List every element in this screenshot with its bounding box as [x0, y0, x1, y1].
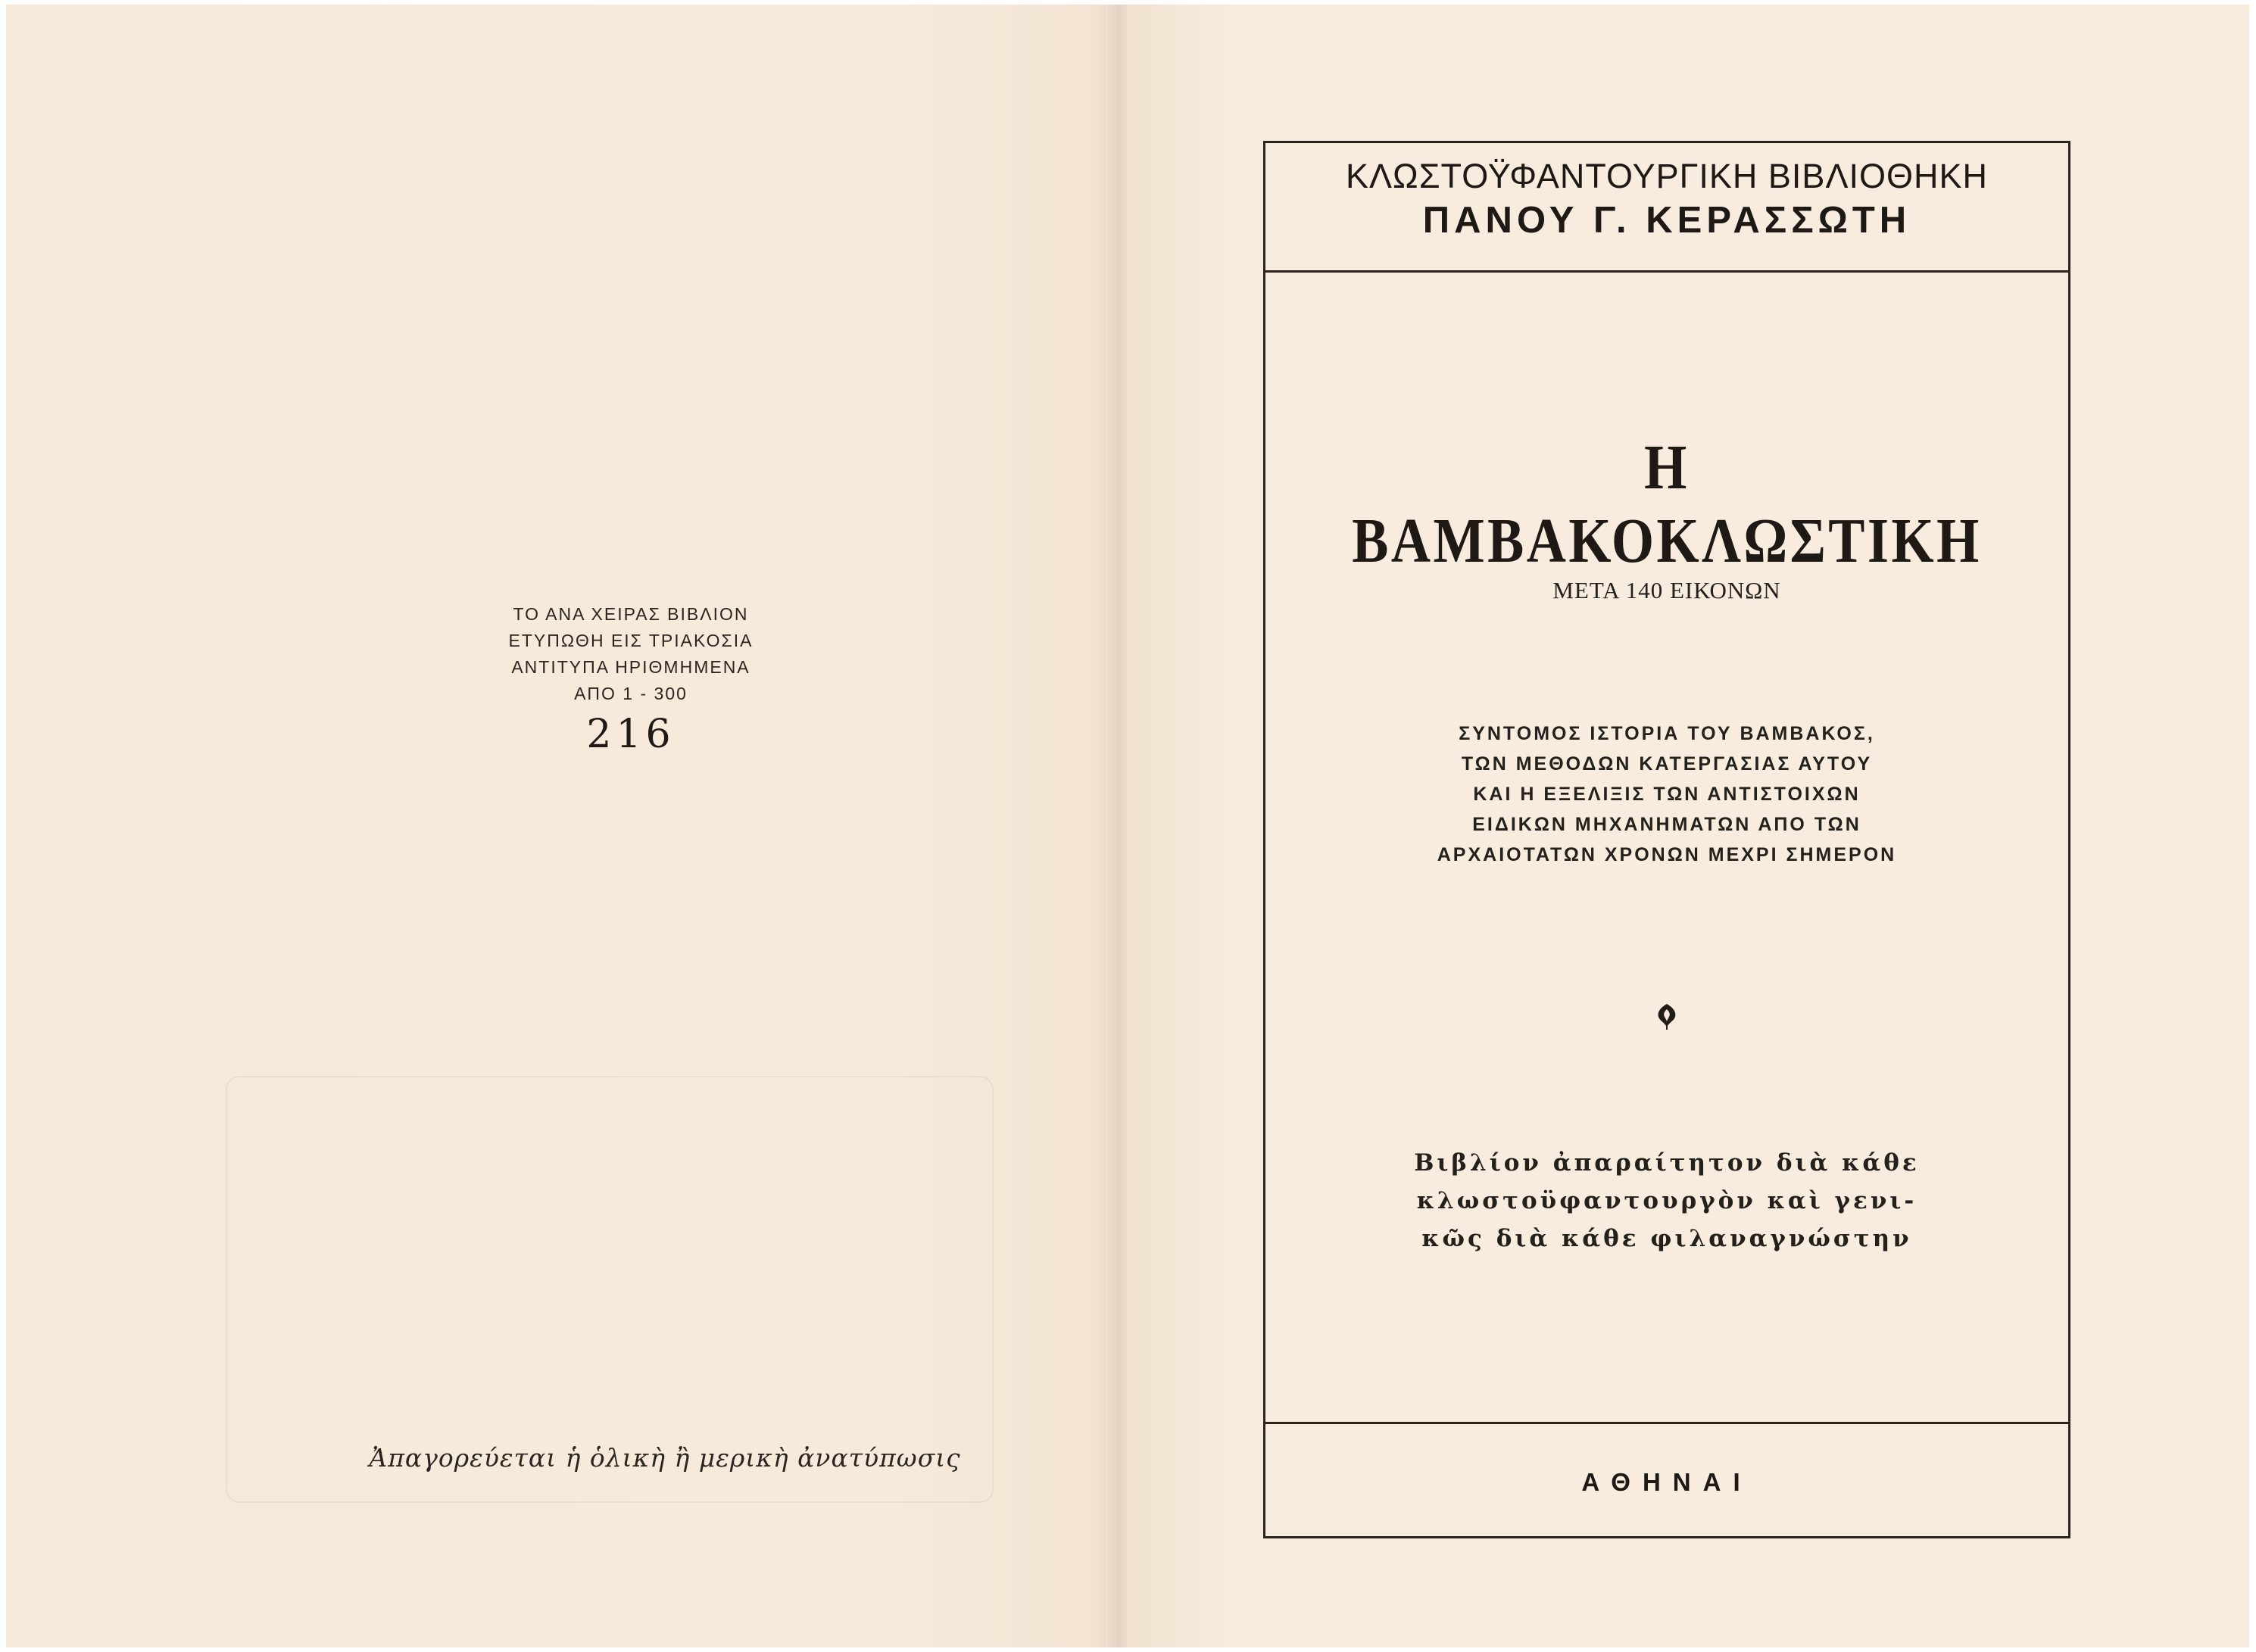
series-name: ΚΛΩΣΤΟΫΦΑΝΤΟΥΡΓΙΚΗ ΒΙΒΛΙΟΘΗΚΗ: [1345, 157, 1989, 195]
book-spread: [6, 5, 2249, 1647]
show-through-frame: [226, 1076, 994, 1503]
description-line: ΤΩΝ ΜΕΘΟΔΩΝ ΚΑΤΕΡΓΑΣΙΑΣ ΑΥΤΟΥ: [1461, 753, 1873, 775]
title-page-footer: [1265, 1422, 2068, 1538]
limited-edition-line: ΕΤΥΠΩΘΗ ΕΙΣ ΤΡΙΑΚΟΣΙΑ: [508, 631, 754, 650]
description-line: ΑΡΧΑΙΟΤΑΤΩΝ ΧΡΟΝΩΝ ΜΕΧΡΙ ΣΗΜΕΡΟΝ: [1437, 844, 1897, 865]
title-page-header: [1265, 143, 2068, 273]
title-page-frame: [1263, 141, 2070, 1538]
left-page: [6, 5, 1106, 1647]
book-description: [1356, 718, 1977, 870]
limited-edition-line: ΑΝΤΙΤΥΠΑ ΗΡΙΘΜΗΜΕΝΑ: [511, 657, 750, 677]
book-title: Η ΒΑΜΒΑΚΟΚΛΩΣΤΙΚΗ: [1352, 432, 1982, 576]
author-name: ΠΑΝΟΥ Γ. ΚΕΡΑΣΣΩΤΗ: [1422, 200, 1911, 241]
limited-edition-notice: [430, 601, 832, 757]
reproduction-notice: Ἀπαγορεύεται ἡ ὁλικὴ ἢ μερικὴ ἀνατύπωσις: [369, 1443, 961, 1473]
description-line: ΚΑΙ Η ΕΞΕΛΙΞΙΣ ΤΩΝ ΑΝΤΙΣΤΟΙΧΩΝ: [1473, 784, 1861, 805]
publication-place: ΑΘΗΝΑΙ: [1581, 1468, 1752, 1496]
tagline-line: κλωστοϋφαντουργὸν καὶ γενι-: [1416, 1187, 1917, 1214]
description-line: ΕΙΔΙΚΩΝ ΜΗΧΑΝΗΜΑΤΩΝ ΑΠΟ ΤΩΝ: [1472, 814, 1861, 835]
copy-number: 216: [586, 712, 676, 757]
limited-edition-line: ΤΟ ΑΝΑ ΧΕΙΡΑΣ ΒΙΒΛΙΟΝ: [513, 604, 749, 624]
description-line: ΣΥΝΤΟΜΟΣ ΙΣΤΟΡΙΑ ΤΟΥ ΒΑΜΒΑΚΟΣ,: [1459, 723, 1875, 744]
limited-edition-line: ΑΠΟ 1 - 300: [574, 684, 688, 703]
tagline-line: κῶς διὰ κάθε φιλαναγνώστην: [1421, 1225, 1912, 1252]
book-subtitle: ΜΕΤΑ 140 ΕΙΚΟΝΩΝ: [1552, 577, 1781, 603]
tagline-line: Βιβλίον ἀπαραίτητον διὰ κάθε: [1414, 1149, 1920, 1177]
book-tagline: [1387, 1144, 1947, 1258]
fleuron-icon: [1655, 1002, 1678, 1030]
